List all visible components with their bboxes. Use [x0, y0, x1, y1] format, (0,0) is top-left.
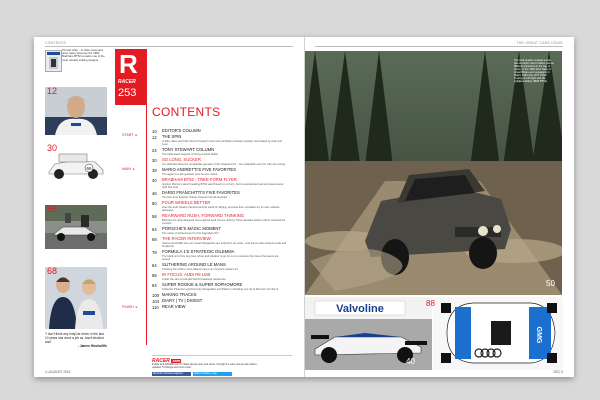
- toc-title: DARIO FRANCHITTI'S FIVE FAVORITES: [162, 190, 240, 196]
- toc-page-number: 30: [152, 158, 157, 164]
- toc-title: MARIO ANDRETTI'S FIVE FAVORITES: [162, 167, 237, 173]
- thumb-page-number: 58: [47, 204, 58, 214]
- thumb-page-number: 12: [47, 86, 58, 96]
- toc-page-number: 50: [152, 201, 157, 207]
- section-start-label: START: [122, 133, 134, 137]
- toc-title: MAKING TRACKS: [162, 291, 197, 297]
- valvoline-banner: Valvoline: [336, 303, 384, 315]
- toc-title: SLITHERING AROUND LE MANS: [162, 262, 226, 268]
- thumb-page-number: 30: [47, 143, 58, 153]
- toc-description: James Hinchcliffe sits your Josef Newgarden are IndyCar's top stars - and they're also bestest rivals and breakouts: [162, 241, 287, 248]
- toc-page-number: 94: [152, 282, 157, 288]
- toc-title: FORMULA 1'S STRATEGIC DILEMMA: [162, 249, 235, 255]
- section-finish-label: FINISH: [122, 305, 134, 309]
- toc-title: PORSCHE'S MAGIC MOMENT: [162, 226, 221, 232]
- twitter-link[interactable]: twitter.com/racer_mag: [193, 372, 232, 376]
- toc-title: THE SPIN: [162, 134, 182, 140]
- toc-entry[interactable]: [152, 283, 287, 291]
- rally-photo[interactable]: [305, 51, 562, 295]
- section-rule: [146, 105, 147, 345]
- toc-description: Jim Hall describes the remarkable genesis of the Chaparral 2J - 'too outlandish even for Can-Am racing': [162, 162, 286, 166]
- toc-entry[interactable]: [152, 227, 287, 235]
- toc-title: REAR VIEW: [162, 304, 186, 310]
- toc-entry[interactable]: [152, 158, 287, 166]
- toc-description: Bold but the ultra-designed rear-engined Audi Corvus Johnny Three decades before others revisited the concept: [162, 218, 286, 225]
- thumb-page-number: 68: [47, 266, 58, 276]
- promo-text: Follow and RACER.com for latest racing news and views, through the team and go-site-writers, updated 70 listings and much more.: [152, 363, 258, 369]
- toc-entry[interactable]: [152, 178, 287, 189]
- livery-text: GMG: [535, 326, 542, 344]
- toc-page-number: 38: [152, 168, 157, 174]
- brand-name: RACER: [118, 79, 136, 85]
- arrow-right-icon: ▸: [132, 167, 135, 171]
- toc-description: The bittersweet aspects of being a ticket dealer: [162, 152, 219, 156]
- table-of-contents: [152, 129, 287, 312]
- toc-title: BRABHAM BT52 - TREE-FORM FLYER: [162, 177, 237, 183]
- running-head-right: THE GREAT CARS ISSUE: [516, 41, 563, 45]
- folio-left: 4 | AUGUST 2016: [45, 370, 71, 374]
- toc-description: The legend on the greatest cars he ever raced: [162, 172, 218, 176]
- pull-quote: [45, 333, 107, 349]
- pull-quote-attribution: - James Hinchcliffe: [77, 344, 107, 349]
- thumb-drivers-interview[interactable]: [45, 267, 107, 329]
- ad-logo-tag: .com: [171, 359, 180, 363]
- toc-page-number: 64: [152, 227, 157, 233]
- toc-title: EDITOR'S COLUMN: [162, 128, 201, 133]
- toc-title: FOUR WHEELS BETTER: [162, 200, 211, 206]
- pull-quote-text: "I don't think any IndyCar driver in the last 10 years has done a job as Josef decided was": [45, 332, 104, 344]
- toc-page-number: 84: [152, 263, 157, 269]
- toc-entry[interactable]: [152, 237, 287, 248]
- folio-right: 253 | 5: [553, 370, 563, 374]
- toc-entry[interactable]: [152, 148, 287, 156]
- toc-page-number: 78: [152, 250, 157, 256]
- magazine-spread: [34, 37, 574, 377]
- toc-page-number: 110: [152, 305, 159, 311]
- audi-page-number: 88: [426, 299, 435, 308]
- toc-title: SO LONG, SUCKER: [162, 157, 201, 163]
- toc-page-number: 46: [152, 191, 157, 197]
- toc-page-number: 40: [152, 178, 157, 184]
- toc-page-number: 24: [152, 148, 157, 154]
- running-head-left: CONTENTS: [45, 41, 67, 45]
- svg-text:66: 66: [86, 166, 92, 171]
- section-main-label: MAIN: [122, 167, 131, 171]
- toc-entry[interactable]: [152, 214, 287, 225]
- toc-title: IN FOCUS: AUDI R8 LMS: [162, 272, 211, 277]
- toc-entry[interactable]: [152, 135, 287, 146]
- toc-title: THE RACER INTERVIEW:: [162, 236, 212, 242]
- toc-entry[interactable]: [152, 273, 287, 281]
- toc-entry[interactable]: [152, 250, 287, 261]
- section-main[interactable]: [122, 167, 135, 171]
- toc-description: Schleuter Pinkerton and first Indy Newgarden and Pattin in shocking one Ah at Elc Fent of Indie Is: [162, 287, 279, 291]
- toc-page-number: 12: [152, 135, 157, 141]
- toc-description: Under the skin of a Road World Challenge parasonite: [162, 277, 226, 281]
- toc-entry[interactable]: [152, 168, 287, 176]
- racer-dotcom-promo[interactable]: [152, 355, 292, 377]
- brand-letter: R: [119, 49, 138, 79]
- arrow-right-icon: ▸: [135, 305, 138, 309]
- toc-description: The value of achievement for the legendary 917: [162, 231, 219, 235]
- toc-description: How the Audi Quattro transformed the world of rallying, and was then overtaken by its own ruthless advances: [162, 205, 280, 212]
- magazine-caption: Tilt and whip... in other news and other sales schemes the 1983 Brabham BT52 remains one of the most visually striking designs.: [62, 48, 105, 62]
- toc-page-number: 104: [152, 299, 159, 305]
- arrow-right-icon: ▸: [135, 133, 138, 137]
- toc-page-number: 88: [152, 273, 157, 278]
- toc-description: The blank art of tire deg how, when and whether to go for out or preserve first. Even the teams are unsure: [162, 254, 279, 261]
- section-finish[interactable]: [122, 305, 138, 309]
- rally-caption: The Audi Quattro created a look that all others had to follow. Hannu Mikkola (pictured) on his way to victory in the 1982 RAC Rally of Great Britain and campaigns in Brazil, 1983 (the 1977 Pirelli Trophy) at full flight with the Ljubljana Rallye (BM9 BT52): [514, 59, 554, 83]
- toc-entry[interactable]: [152, 263, 287, 271]
- toc-page-number: 100: [152, 292, 159, 298]
- contents-title: CONTENTS: [152, 105, 221, 119]
- top-rule-left: [45, 46, 293, 47]
- toc-description: The four-time IndyCar champ chooses his fab favorites: [162, 195, 228, 199]
- toc-title: DIARY | TV | DIGEST: [162, 298, 203, 304]
- racer-brand-block: [115, 49, 147, 105]
- toc-entry[interactable]: [152, 201, 287, 212]
- toc-page-number: 68: [152, 237, 157, 243]
- ad-logo-text: RACER: [152, 358, 170, 364]
- toc-page-number: 58: [152, 214, 157, 220]
- toc-page-number: 10: [152, 129, 157, 134]
- section-start[interactable]: [122, 133, 137, 137]
- toc-description: Gordon Murray's sketch leading BT52 was Piquet's in a hurry, but its spectacular look and speed were right first time: [162, 182, 284, 189]
- f1-page-number: 40: [406, 357, 415, 366]
- toc-description: In little vales we'll hide doesn't beauty's and more ad fabber answers replace, dominated by Audi and Leon: [162, 139, 282, 146]
- toc-entry[interactable]: [152, 305, 287, 310]
- toc-description: Tracking the GTE's cross-Atlantic rise to an innocent sweet's lot: [162, 267, 238, 271]
- toc-title: TONY STEWART COLUMN: [162, 147, 215, 153]
- toc-title: REARWARD RUSH, FORWARD THINKING: [162, 213, 245, 219]
- facebook-link[interactable]: facebook.com/racermagazine: [152, 372, 191, 376]
- toc-title: SUPER ROOKIE & SUPER SOPHOMORE: [162, 281, 243, 287]
- magazine-cover-thumb[interactable]: [45, 50, 62, 72]
- toc-entry[interactable]: [152, 191, 287, 199]
- rally-page-number: 50: [546, 279, 555, 288]
- audi-r8-overhead-photo[interactable]: [433, 297, 563, 370]
- issue-number: 253: [118, 87, 137, 99]
- top-rule-right: [315, 46, 563, 47]
